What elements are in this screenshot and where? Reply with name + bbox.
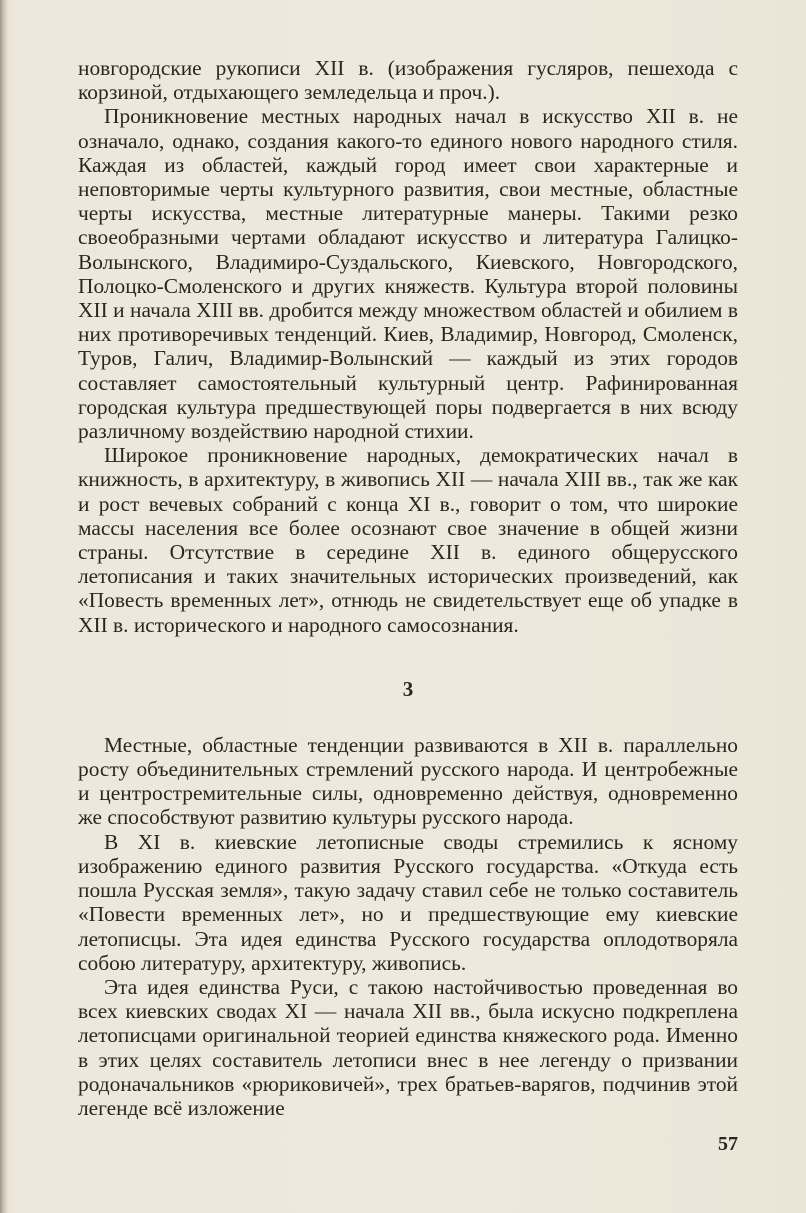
page-number: 57 [718,1133,738,1155]
paragraph-continuation: новгородские рукописи XII в. (изображения гусляров, пешехода с корзиной, отдыхающего земледельца и проч.). [78,56,738,105]
main-text [78,56,738,1120]
paragraph: Местные, областные тенденции развиваются в XII в. параллельно росту объединительных стремлений русского народа. И центробежные и центростремительные силы, одновременно действуя, одновременно же способствуют развитию культуры русского народа. [78,732,738,830]
paragraph: Широкое проникновение народных, демократических начал в книжность, в архитектуру, в живопись XII — начала XIII вв., так же как и рост вечевых собраний с конца XI в., говорит о том, что широкие массы населения все более осознают свое значение в общей жизни страны. Отсутствие в середине XII в. единого общерусского летописания и таких значительных исторических произведений, как «Повесть временных лет», отнюдь не свидетельствует еще об упадке в XII в. исторического и народного самосознания. [78,443,738,637]
page-binding-edge [0,0,8,1213]
paragraph: В XI в. киевские летописные своды стремились к ясному изображению единого развития Русского государства. «Откуда есть пошла Русская земля», такую задачу ставил себе не только составитель «Повести временных лет», но и предшествующие ему киевские летописцы. Эта идея единства Русского государства оплодотворяла собою литературу, архитектуру, живопись. [78,829,738,975]
paragraph: Эта идея единства Руси, с такою настойчивостью проведенная во всех киевских сводах XI — начала XII вв., была искусно подкреплена летописцами оригинальной теорией единства княжеского рода. Именно в этих целях составитель летописи внес в нее легенду о призвании родоначальников «рюриковичей», трех братьев-варягов, подчинив этой легенде всё изложение [78,974,738,1120]
paragraph: Проникновение местных народных начал в искусство XII в. не означало, однако, создания какого-то единого нового народного стиля. Каждая из областей, каждый город имеет свои характерные и неповторимые черты культурного развития, свои местные, областные черты искусства, местные литературные манеры. Такими резко своеобразными чертами обладают искусство и литература Галицко-Волынского, Владимиро-Суздальского, Киевского, Новгородского, Полоцко-Смоленского и других княжеств. Культура второй половины XII и начала XIII вв. дробится между множеством областей и обилием в них противоречивых тенденций. Киев, Владимир, Новгород, Смоленск, Туров, Галич, Владимир-Волынский — каждый из этих городов составляет самостоятельный культурный центр. Рафинированная городская культура предшествующей поры подвергается в них всюду различному воздействию народной стихии. [78,104,738,444]
section-number: 3 [402,676,414,701]
